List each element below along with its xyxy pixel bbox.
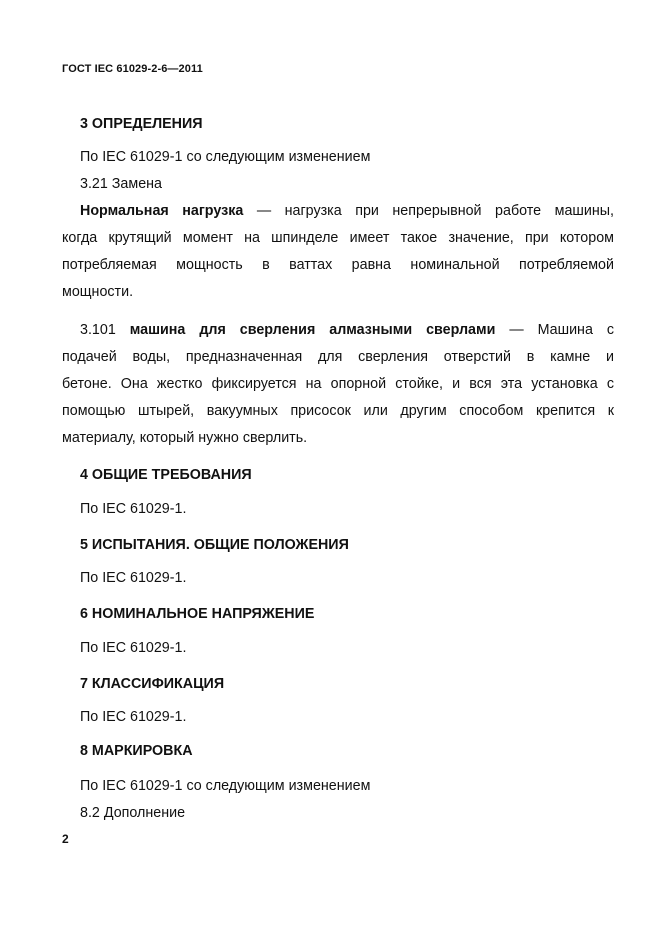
- section-4-text: По IEC 61029-1.: [80, 501, 187, 517]
- definition-1-line-2: когда крутящий момент на шпинделе имеет такое значение, при котором: [62, 230, 614, 246]
- definition-2-line-1: 3.101 машина для сверления алмазными сверлами — Машина с: [80, 322, 615, 338]
- definition-2-line-2: подачей воды, предназначенная для сверления отверстий в камне и: [62, 349, 614, 365]
- definition-2-line-5: материалу, который нужно сверлить.: [62, 430, 308, 446]
- subsection-8-2: 8.2 Дополнение: [80, 805, 186, 821]
- section-5-text: По IEC 61029-1.: [80, 570, 187, 586]
- definition-1-line-4: мощности.: [62, 284, 134, 300]
- section-4-heading: 4 ОБЩИЕ ТРЕБОВАНИЯ: [80, 467, 252, 483]
- definition-1-line-1: Нормальная нагрузка — нагрузка при непрерывной работе машины,: [80, 203, 614, 219]
- section-8-heading: 8 МАРКИРОВКА: [80, 743, 193, 759]
- section-7-text: По IEC 61029-1.: [80, 709, 187, 725]
- definition-2-line-3: бетоне. Она жестко фиксируется на опорной стойке, и вся эта установка с: [62, 376, 614, 392]
- section-8-intro: По IEC 61029-1 со следующим изменением: [80, 778, 371, 794]
- section-7-heading: 7 КЛАССИФИКАЦИЯ: [80, 676, 225, 692]
- subsection-3-21: 3.21 Замена: [80, 176, 163, 192]
- section-6-text: По IEC 61029-1.: [80, 640, 187, 656]
- definition-1-line-3: потребляемая мощность в ваттах равна номинальной потребляемой: [62, 257, 614, 273]
- section-3-intro: По IEC 61029-1 со следующим изменением: [80, 149, 371, 165]
- section-6-heading: 6 НОМИНАЛЬНОЕ НАПРЯЖЕНИЕ: [80, 606, 315, 622]
- term-diamond-drill: машина для сверления алмазными сверлами: [129, 322, 496, 338]
- term-normal-load: Нормальная нагрузка: [80, 203, 244, 219]
- page-number: 2: [62, 832, 69, 846]
- definition-2-line-4: помощью штырей, вакуумных присосок или другим способом крепится к: [62, 403, 614, 419]
- section-5-heading: 5 ИСПЫТАНИЯ. ОБЩИЕ ПОЛОЖЕНИЯ: [80, 537, 349, 553]
- document-header: ГОСТ IEC 61029-2-6—2011: [62, 63, 203, 75]
- section-3-heading: 3 ОПРЕДЕЛЕНИЯ: [80, 116, 203, 132]
